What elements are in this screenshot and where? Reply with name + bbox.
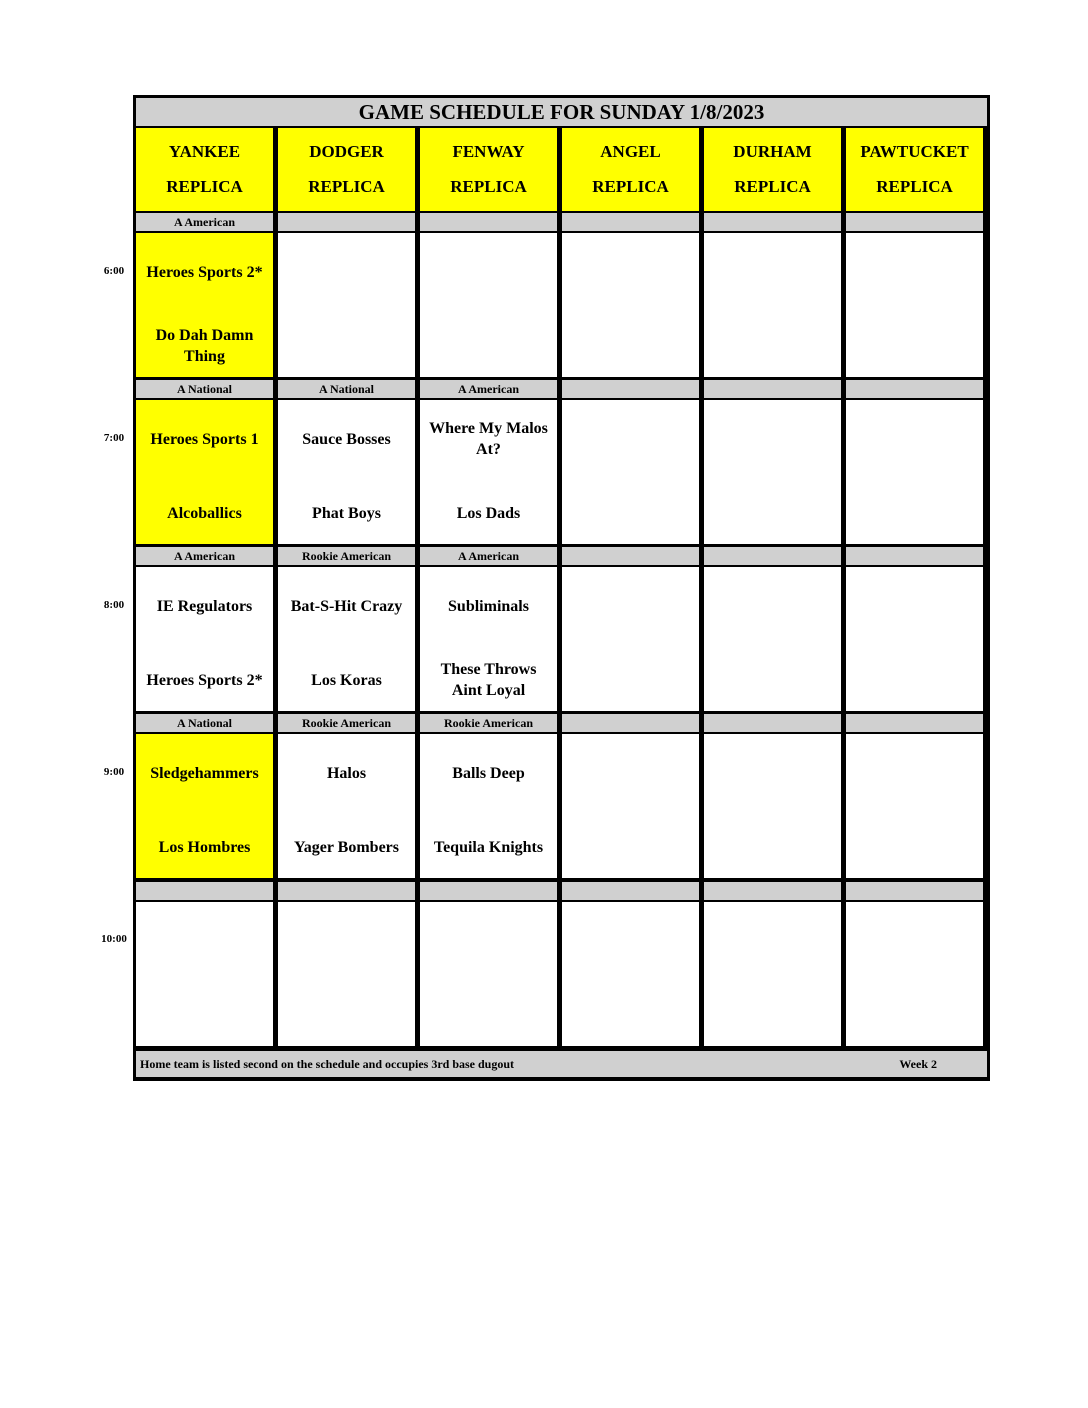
- game-cell: [846, 233, 983, 377]
- division-label: [562, 380, 699, 398]
- schedule-title: GAME SCHEDULE FOR SUNDAY 1/8/2023: [136, 98, 987, 126]
- field-header-fenway: [420, 128, 557, 211]
- away-team: Subliminals: [448, 597, 529, 615]
- home-team: Heroes Sports 2*: [146, 671, 263, 689]
- game-cell: [562, 567, 699, 711]
- home-team: [278, 321, 415, 371]
- game-cell: [136, 233, 273, 377]
- game-cell: [278, 400, 415, 544]
- home-team: Los Koras: [311, 671, 382, 689]
- division-label: [704, 547, 841, 565]
- schedule-footer: [136, 1051, 987, 1077]
- field-name: FENWAY: [452, 142, 525, 162]
- away-team: [562, 581, 699, 631]
- division-label: [846, 547, 983, 565]
- home-team: [136, 990, 273, 1040]
- away-team: [704, 414, 841, 464]
- division-label: [704, 882, 841, 900]
- division-label: A National: [278, 380, 415, 398]
- field-name: PAWTUCKET: [860, 142, 969, 162]
- division-label: [278, 213, 415, 231]
- away-team: [562, 748, 699, 798]
- division-label: [562, 882, 699, 900]
- away-team: Balls Deep: [452, 764, 525, 782]
- game-cell: [704, 734, 841, 878]
- field-header-durham: [704, 128, 841, 211]
- game-cell: [846, 400, 983, 544]
- home-team: Yager Bombers: [293, 838, 400, 856]
- field-subtitle: REPLICA: [450, 176, 527, 196]
- time-label: 6:00: [103, 265, 125, 277]
- division-label: [420, 213, 557, 231]
- home-team: [278, 990, 415, 1040]
- home-team: [704, 655, 841, 705]
- schedule-table: [133, 95, 990, 1081]
- game-cell: [420, 734, 557, 878]
- home-team: [704, 822, 841, 872]
- away-team: [420, 247, 557, 297]
- time-label: 7:00: [103, 432, 125, 444]
- away-team: [846, 748, 983, 798]
- away-team: [704, 247, 841, 297]
- away-team: [846, 581, 983, 631]
- away-team: [704, 748, 841, 798]
- game-cell: [562, 902, 699, 1046]
- home-team: [562, 488, 699, 538]
- footer-week: Week 2: [899, 1056, 937, 1071]
- away-team: IE Regulators: [156, 597, 253, 615]
- home-team: [562, 990, 699, 1040]
- field-name: DURHAM: [733, 142, 812, 162]
- footer-note: Home team is listed second on the schedule and occupies 3rd base dugout: [140, 1056, 515, 1071]
- division-label: A American: [136, 547, 273, 565]
- away-team: Sauce Bosses: [302, 430, 391, 448]
- home-team: [420, 321, 557, 371]
- field-subtitle: REPLICA: [876, 176, 953, 196]
- away-team: [562, 247, 699, 297]
- game-cell: [562, 400, 699, 544]
- game-cell: [562, 734, 699, 878]
- field-name: ANGEL: [600, 142, 661, 162]
- game-cell: [420, 233, 557, 377]
- division-label: A National: [136, 714, 273, 732]
- game-cell: [278, 233, 415, 377]
- division-label: [846, 882, 983, 900]
- home-team: [562, 321, 699, 371]
- division-label: [562, 714, 699, 732]
- home-team: These Throws Aint Loyal: [440, 661, 537, 699]
- home-team: Alcoballics: [167, 504, 242, 522]
- field-header-angel: [562, 128, 699, 211]
- division-label: Rookie American: [278, 714, 415, 732]
- game-cell: [136, 734, 273, 878]
- home-team: Do Dah Damn Thing: [155, 327, 254, 365]
- game-cell: [562, 233, 699, 377]
- game-cell: [704, 567, 841, 711]
- home-team: [704, 990, 841, 1040]
- home-team: [846, 822, 983, 872]
- game-cell: [420, 567, 557, 711]
- home-team: [846, 990, 983, 1040]
- away-team: [562, 414, 699, 464]
- away-team: [846, 414, 983, 464]
- away-team: [704, 581, 841, 631]
- away-team: Halos: [326, 764, 367, 782]
- field-subtitle: REPLICA: [592, 176, 669, 196]
- home-team: [562, 822, 699, 872]
- division-label: A American: [136, 213, 273, 231]
- division-label: [704, 714, 841, 732]
- game-cell: [704, 902, 841, 1046]
- game-cell: [420, 400, 557, 544]
- division-label: [562, 213, 699, 231]
- away-team: [278, 916, 415, 966]
- game-cell: [846, 902, 983, 1046]
- game-cell: [278, 734, 415, 878]
- game-cell: [136, 902, 273, 1046]
- division-label: A American: [420, 380, 557, 398]
- home-team: Los Dads: [456, 504, 521, 522]
- away-team: Bat-S-Hit Crazy: [290, 597, 403, 615]
- home-team: [846, 655, 983, 705]
- field-subtitle: REPLICA: [734, 176, 811, 196]
- home-team: Los Hombres: [158, 838, 251, 856]
- away-team: [420, 916, 557, 966]
- away-team: [704, 916, 841, 966]
- game-cell: [420, 902, 557, 1046]
- division-label: [846, 714, 983, 732]
- home-team: [704, 321, 841, 371]
- field-header-yankee: [136, 128, 273, 211]
- division-label: [420, 882, 557, 900]
- home-team: Tequila Knights: [433, 838, 544, 856]
- time-label: 8:00: [103, 599, 125, 611]
- away-team: [562, 916, 699, 966]
- away-team: Sledgehammers: [150, 764, 259, 782]
- away-team: [278, 247, 415, 297]
- home-team: [846, 321, 983, 371]
- field-header-pawtucket: [846, 128, 983, 211]
- game-cell: [704, 233, 841, 377]
- away-team: [846, 247, 983, 297]
- field-name: YANKEE: [168, 142, 241, 162]
- field-subtitle: REPLICA: [308, 176, 385, 196]
- away-team: Where My Malos At?: [429, 420, 548, 458]
- division-label: Rookie American: [420, 714, 557, 732]
- home-team: [704, 488, 841, 538]
- game-cell: [278, 902, 415, 1046]
- home-team: [420, 990, 557, 1040]
- away-team: [846, 916, 983, 966]
- game-cell: [278, 567, 415, 711]
- field-header-dodger: [278, 128, 415, 211]
- home-team: [562, 655, 699, 705]
- game-cell: [846, 734, 983, 878]
- division-label: [278, 882, 415, 900]
- game-cell: [846, 567, 983, 711]
- game-cell: [136, 567, 273, 711]
- division-label: [704, 213, 841, 231]
- away-team: [136, 916, 273, 966]
- game-cell: [136, 400, 273, 544]
- division-label: [562, 547, 699, 565]
- division-label: [846, 380, 983, 398]
- field-subtitle: REPLICA: [166, 176, 243, 196]
- division-label: [846, 213, 983, 231]
- division-label: Rookie American: [278, 547, 415, 565]
- field-name: DODGER: [309, 142, 384, 162]
- time-label: 10:00: [101, 933, 127, 945]
- division-label: [136, 882, 273, 900]
- division-label: [704, 380, 841, 398]
- away-team: Heroes Sports 1: [150, 430, 259, 448]
- away-team: Heroes Sports 2*: [146, 263, 263, 281]
- home-team: Phat Boys: [312, 504, 381, 522]
- division-label: A American: [420, 547, 557, 565]
- game-cell: [704, 400, 841, 544]
- home-team: [846, 488, 983, 538]
- division-label: A National: [136, 380, 273, 398]
- time-label: 9:00: [103, 766, 125, 778]
